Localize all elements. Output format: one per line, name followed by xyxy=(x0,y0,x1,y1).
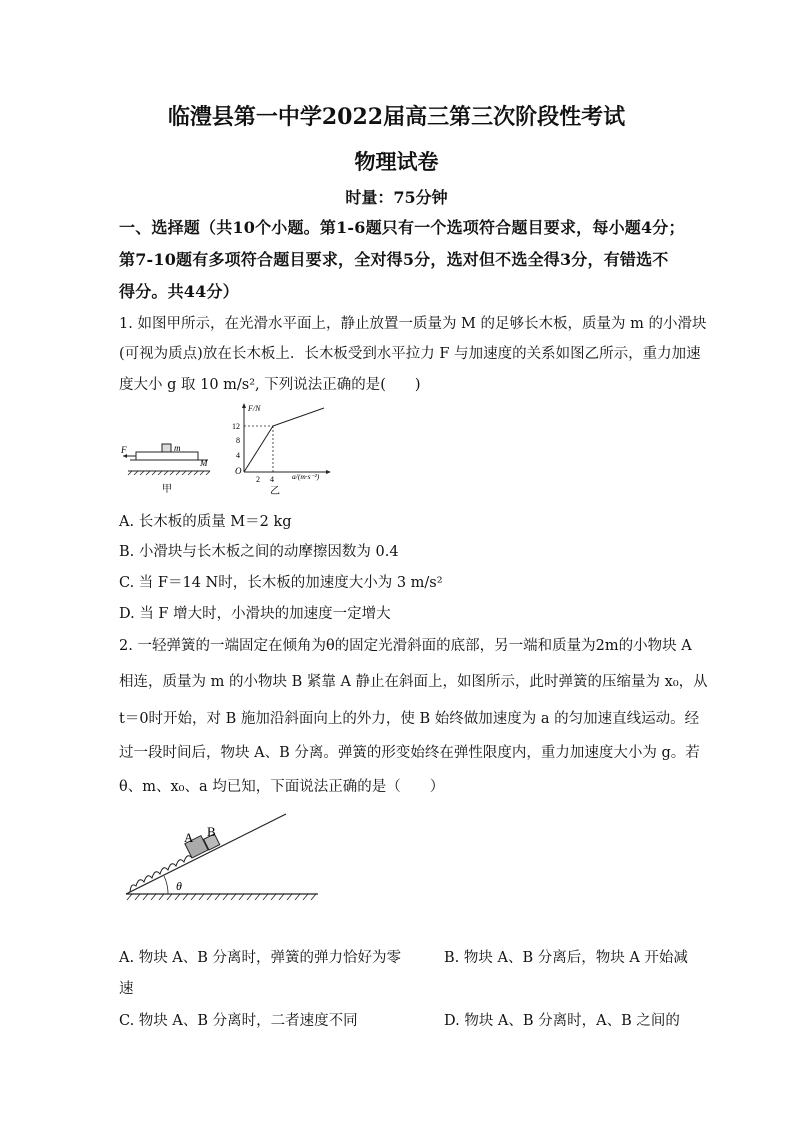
label-M: M xyxy=(200,458,208,468)
subject-title: 物理试卷 xyxy=(354,149,439,174)
q1-option-b: B. 小滑块与长木板之间的动摩擦因数为 0.4 xyxy=(119,544,399,560)
label-a: A xyxy=(184,830,194,845)
q1-option-c: C. 当 F＝14 N时，长木板的加速度大小为 3 m/s² xyxy=(119,575,443,591)
y-axis-arrow xyxy=(242,403,246,408)
exam-title: 临澧县第一中学2022届高三第三次阶段性考试 xyxy=(167,104,626,130)
section-instructions-line3: 得分。共44分） xyxy=(119,282,239,301)
ground-hatch xyxy=(127,894,316,900)
incline-surface xyxy=(126,814,286,894)
small-block xyxy=(162,444,171,452)
q2-text-line1: 2. 一轻弹簧的一端固定在倾角为θ的固定光滑斜面的底部，另一端和质量为2m的小物块 A xyxy=(119,638,692,654)
section-instructions-line1: 一、选择题（共10个小题。第1-6题只有一个选项符合题目要求，每小题4分； xyxy=(119,218,685,237)
q1-figure-b xyxy=(228,400,338,500)
q2-option-d: D. 物块 A、B 分离时，A、B 之间的 xyxy=(444,1013,680,1029)
q1-text-line1: 1. 如图甲所示，在光滑水平面上，静止放置一质量为 M 的足够长木板，质量为 m 的小滑块 xyxy=(119,316,707,332)
angle-arc xyxy=(164,876,168,894)
xtick-2: 2 xyxy=(256,475,260,484)
ytick-8: 8 xyxy=(236,436,240,445)
origin-label: O xyxy=(235,466,242,476)
x-axis-arrow xyxy=(326,470,331,474)
q2-text-line3: t＝0时开始，对 B 施加沿斜面向上的外力，使 B 始终做加速度为 a 的匀加速直线运动。经 xyxy=(119,711,700,727)
label-b: B xyxy=(207,824,216,839)
long-board xyxy=(136,452,198,460)
xtick-4: 4 xyxy=(270,475,274,484)
q2-text-line2: 相连，质量为 m 的小物块 B 紧靠 A 静止在斜面上，如图所示，此时弹簧的压缩量为 x₀，从 xyxy=(119,674,708,690)
caption-yi: 乙 xyxy=(270,486,280,497)
q2-option-a: A. 物块 A、B 分离时，弹簧的弹力恰好为零 xyxy=(119,950,402,966)
graph-line-shallow xyxy=(273,408,324,426)
ytick-4: 4 xyxy=(236,451,240,460)
q1-figure-a xyxy=(118,438,218,498)
spring xyxy=(130,856,192,892)
section-instructions-line2: 第7-10题有多项符合题目要求，全对得5分，选对但不选全得3分，有错选不 xyxy=(119,250,669,269)
q1-text-line3: 度大小 g 取 10 m/s², 下列说法正确的是( ) xyxy=(119,377,421,393)
exam-duration: 时量：75分钟 xyxy=(345,188,448,207)
q2-text-line4: 过一段时间后，物块 A、B 分离。弹簧的形变始终在弹性限度内，重力加速度大小为 g。若 xyxy=(119,745,700,761)
q2-text-line5: θ、m、x₀、a 均已知，下面说法正确的是（ ） xyxy=(119,779,445,795)
q1-text-line2: (可视为质点)放在长木板上．长木板受到水平拉力 F 与加速度的关系如图乙所示，重力加速 xyxy=(119,346,701,362)
y-axis-label: F/N xyxy=(248,404,261,413)
q2-option-c: C. 物块 A、B 分离时，二者速度不同 xyxy=(119,1013,358,1029)
label-F: F xyxy=(121,445,127,455)
ground-hatch xyxy=(128,471,210,475)
label-theta: θ xyxy=(176,879,182,893)
ytick-12: 12 xyxy=(232,422,240,431)
label-m: m xyxy=(174,443,181,453)
caption-jia: 甲 xyxy=(162,484,172,495)
q2-incline-figure xyxy=(118,810,328,910)
q2-option-b: B. 物块 A、B 分离后，物块 A 开始减 xyxy=(444,950,688,966)
q1-option-a: A. 长木板的质量 M＝2 kg xyxy=(119,514,292,530)
x-axis-label: a/(m·s⁻²) xyxy=(292,472,320,481)
q1-option-d: D. 当 F 增大时，小滑块的加速度一定增大 xyxy=(119,606,391,622)
q2-option-b-continued: 速 xyxy=(119,981,134,997)
